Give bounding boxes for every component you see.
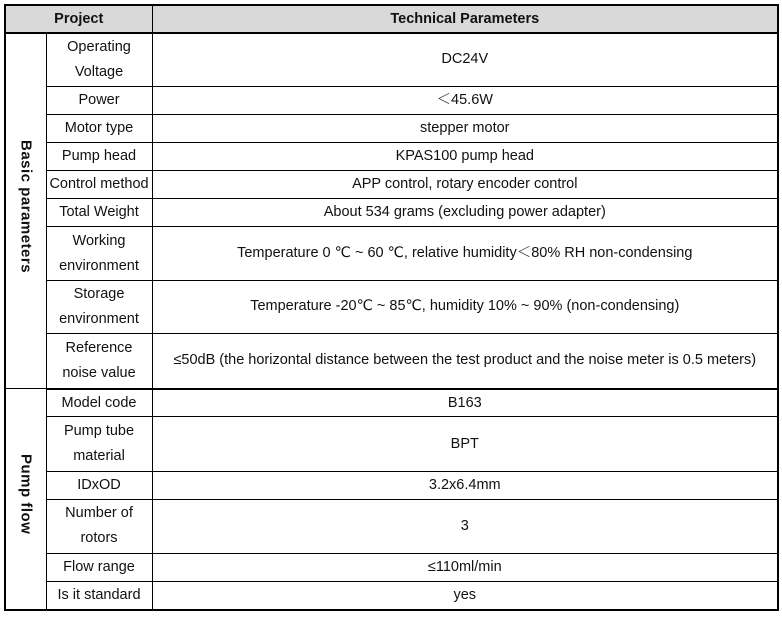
- row-value: 3: [152, 499, 778, 553]
- table-row: [5, 171, 778, 199]
- table-row: [5, 227, 778, 280]
- row-label: Pump tube material: [46, 417, 152, 471]
- group-basic-parameters: [5, 33, 46, 389]
- spec-table: [4, 4, 779, 611]
- row-value: ≤50dB (the horizontal distance between the test product and the noise meter is 0.5 meters): [152, 334, 778, 389]
- row-value: yes: [152, 582, 778, 610]
- row-value: BPT: [152, 417, 778, 471]
- row-label: IDxOD: [46, 471, 152, 499]
- row-label: Working environment: [46, 227, 152, 280]
- table-row: [5, 114, 778, 142]
- row-label: Model code: [46, 389, 152, 417]
- row-value: DC24V: [152, 33, 778, 86]
- header-technical-parameters: Technical Parameters: [152, 5, 778, 33]
- row-label: Pump head: [46, 143, 152, 171]
- row-label: Flow range: [46, 554, 152, 582]
- group-label: Basic parameters: [17, 140, 35, 274]
- row-value: Temperature 0 ℃ ~ 60 ℃, relative humidity＜80% RH non-condensing: [152, 227, 778, 280]
- table-row: [5, 86, 778, 114]
- row-value: ＜45.6W: [152, 86, 778, 114]
- row-label: Motor type: [46, 114, 152, 142]
- row-label: Total Weight: [46, 199, 152, 227]
- row-label: Power: [46, 86, 152, 114]
- row-value: About 534 grams (excluding power adapter): [152, 199, 778, 227]
- table-row: [5, 143, 778, 171]
- row-value: Temperature -20℃ ~ 85℃, humidity 10% ~ 90% (non-condensing): [152, 280, 778, 333]
- row-value: ≤110ml/min: [152, 554, 778, 582]
- row-value: APP control, rotary encoder control: [152, 171, 778, 199]
- row-label: Control method: [46, 171, 152, 199]
- row-label: Storage environment: [46, 280, 152, 333]
- row-label: Number of rotors: [46, 499, 152, 553]
- table-row: [5, 582, 778, 610]
- group-label: Pump flow: [17, 454, 35, 535]
- table-row: [5, 33, 778, 86]
- row-label: Is it standard: [46, 582, 152, 610]
- table-row: [5, 417, 778, 471]
- header-row: [5, 5, 778, 33]
- row-value: B163: [152, 389, 778, 417]
- table-row: [5, 280, 778, 333]
- row-label: Operating Voltage: [46, 33, 152, 86]
- header-project: Project: [5, 5, 152, 33]
- row-value: 3.2x6.4mm: [152, 471, 778, 499]
- table-row: [5, 199, 778, 227]
- row-value: KPAS100 pump head: [152, 143, 778, 171]
- table-row: [5, 334, 778, 389]
- row-value: stepper motor: [152, 114, 778, 142]
- table-row: [5, 389, 778, 417]
- table-row: [5, 499, 778, 553]
- row-label: Reference noise value: [46, 334, 152, 389]
- table-row: [5, 554, 778, 582]
- group-pump-flow: [5, 389, 46, 610]
- table-row: [5, 471, 778, 499]
